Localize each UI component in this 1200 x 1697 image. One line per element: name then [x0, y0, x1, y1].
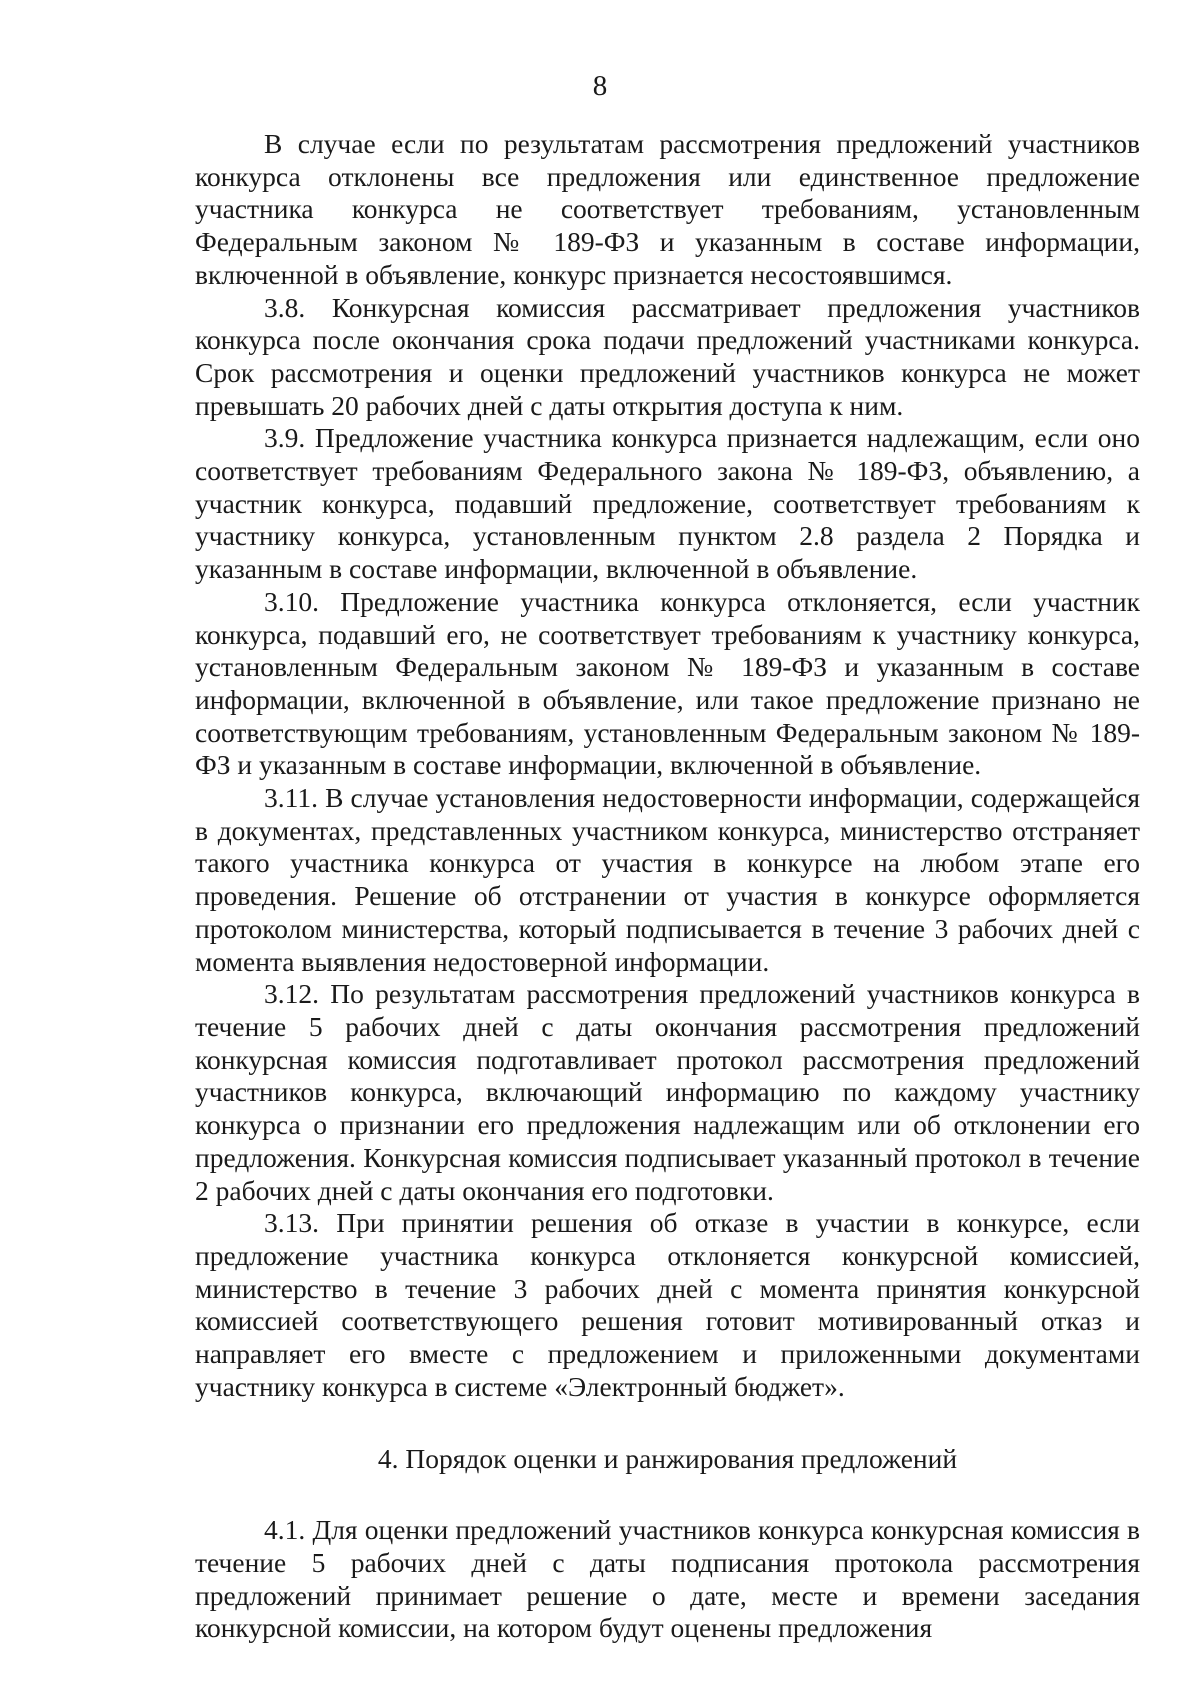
paragraph-3-13: 3.13. При принятии решения об отказе в участии в конкурсе, если предложение участника конкурса отклоняется конкурсной комиссией, министерство в течение 3 рабочих дней с момента принятия конкурсной комиссией соответствующего решения готовит мотивированный отказ и направляет его вместе с предложением и приложенными документами участнику конкурса в системе «Электронный бюджет».: [195, 1207, 1140, 1402]
page-number: 8: [592, 70, 608, 102]
document-body: [195, 128, 1140, 1645]
paragraph-4-1: 4.1. Для оценки предложений участников конкурса конкурсная комиссия в течение 5 рабочих дней с даты подписания протокола рассмотрения предложений принимает решение о дате, месте и времени заседания конкурсной комиссии, на котором будут оценены предложения: [195, 1514, 1140, 1644]
paragraph-3-10: 3.10. Предложение участника конкурса отклоняется, если участник конкурса, подавший его, не соответствует требованиям к участнику конкурса, установленным Федеральным законом № 189-ФЗ и указанным в составе информации, включенной в объявление, или такое предложение признано не соответствующим требованиям, установленным Федеральным законом № 189-ФЗ и указанным в составе информации, включенной в объявление.: [195, 585, 1140, 781]
paragraph-recognition-failed: В случае если по результатам рассмотрения предложений участников конкурса отклонены все предложения или единственное предложение участника конкурса не соответствует требованиям, установленным Федеральным законом № 189-ФЗ и указанным в составе информации, включенной в объявление, конкурс признается несостоявшимся.: [195, 128, 1140, 290]
section-heading: 4. Порядок оценки и ранжирования предложений: [377, 1443, 958, 1475]
paragraph-3-8: 3.8. Конкурсная комиссия рассматривает предложения участников конкурса после окончания срока подачи предложений участниками конкурса. Срок рассмотрения и оценки предложений участников конкурса не может превышать 20 рабочих дней с даты открытия доступа к ним.: [195, 291, 1140, 421]
paragraph-3-11: 3.11. В случае установления недостоверности информации, содержащейся в документах, представленных участником конкурса, министерство отстраняет такого участника конкурса от участия в конкурсе на любом этапе его проведения. Решение об отстранении от участия в конкурсе оформляется протоколом министерства, который подписывается в течение 3 рабочих дней с момента выявления недостоверной информации.: [195, 782, 1140, 977]
paragraph-3-9: 3.9. Предложение участника конкурса признается надлежащим, если оно соответствует требованиям Федерального закона № 189-ФЗ, объявлению, а участник конкурса, подавший предложение, соответствует требованиям к участнику конкурса, установленным пунктом 2.8 раздела 2 Порядка и указанным в составе информации, включенной в объявление.: [195, 422, 1140, 585]
paragraph-3-12: 3.12. По результатам рассмотрения предложений участников конкурса в течение 5 рабочих дней с даты окончания рассмотрения предложений конкурсная комиссия подготавливает протокол рассмотрения предложений участников конкурса, включающий информацию по каждому участнику конкурса о признании его предложения надлежащим или об отклонении его предложения. Конкурсная комиссия подписывает указанный протокол в течение 2 рабочих дней с даты окончания его подготовки.: [195, 978, 1140, 1206]
